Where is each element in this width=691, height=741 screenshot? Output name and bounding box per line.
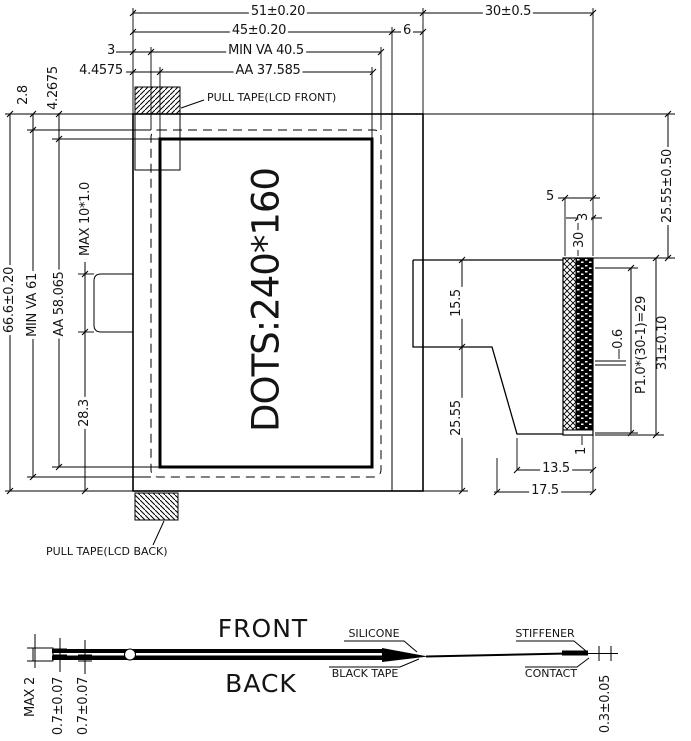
dim-fpc-upper-height: 15.5 (449, 289, 465, 317)
dim-side-tab: MAX 10*1.0 (78, 182, 94, 256)
dim-inner-width: 45±0.20 (231, 23, 287, 39)
dim-fpc-thickness: 0.3±0.05 (598, 674, 614, 734)
dim-max-thickness: MAX 2 (23, 677, 39, 717)
back-side-label: BACK (225, 668, 297, 698)
dim-glass-bottom-thickness: 0.7±0.07 (76, 676, 92, 736)
dim-bottom-margin: 1 (574, 447, 590, 455)
black-tape-label: BLACK TAPE (331, 667, 399, 681)
silicone-label: SILICONE (348, 627, 400, 641)
dim-fpc-top-offset: 25.55±0.50 (660, 148, 676, 224)
dim-min-va-height: MIN VA 61 (25, 273, 41, 337)
dim-top-margin-va: 2.8 (16, 85, 32, 105)
dim-min-va-width: MIN VA 40.5 (228, 43, 304, 59)
dim-stiffener-width: 5 (546, 189, 554, 205)
stiffener-label: STIFFENER (515, 627, 575, 641)
display-resolution-text: DOTS:240*160 (244, 168, 288, 432)
dim-contact-area-height: 31±0.10 (655, 315, 671, 371)
dim-contact-pitch: P1.0*(30-1)=29 (634, 296, 650, 394)
dim-left-margin-va: 3 (107, 43, 115, 59)
dim-aa-width: AA 37.585 (235, 63, 301, 79)
dim-glass-top-thickness: 0.7±0.07 (51, 676, 67, 736)
dim-left-margin-aa: 4.4575 (79, 63, 123, 79)
dim-overall-height: 66.6±0.20 (2, 266, 18, 334)
front-side-label: FRONT (217, 613, 309, 643)
dim-fpc-lower-height: 25.55 (449, 400, 465, 436)
dim-tail-width-outer: 17.5 (531, 483, 559, 499)
contact-label: CONTACT (524, 667, 578, 681)
dim-contact-band-width: 3 (576, 213, 592, 221)
dim-right-margin: 6 (403, 23, 411, 39)
dim-fpc-length: 30±0.5 (484, 4, 532, 20)
dim-tail-width-inner: 13.5 (542, 461, 570, 477)
dim-contact-length: 30 (572, 232, 588, 248)
pull-tape-back-label: PULL TAPE(LCD BACK) (46, 545, 168, 559)
dim-contact-width: 0.6 (611, 329, 627, 349)
dim-aa-height: AA 58.065 (52, 271, 68, 337)
dim-overall-width: 51±0.20 (250, 4, 306, 20)
dim-tab-to-bottom: 28.3 (77, 399, 93, 427)
pull-tape-front-label: PULL TAPE(LCD FRONT) (207, 91, 337, 105)
dim-top-margin-aa: 4.2675 (46, 66, 62, 110)
